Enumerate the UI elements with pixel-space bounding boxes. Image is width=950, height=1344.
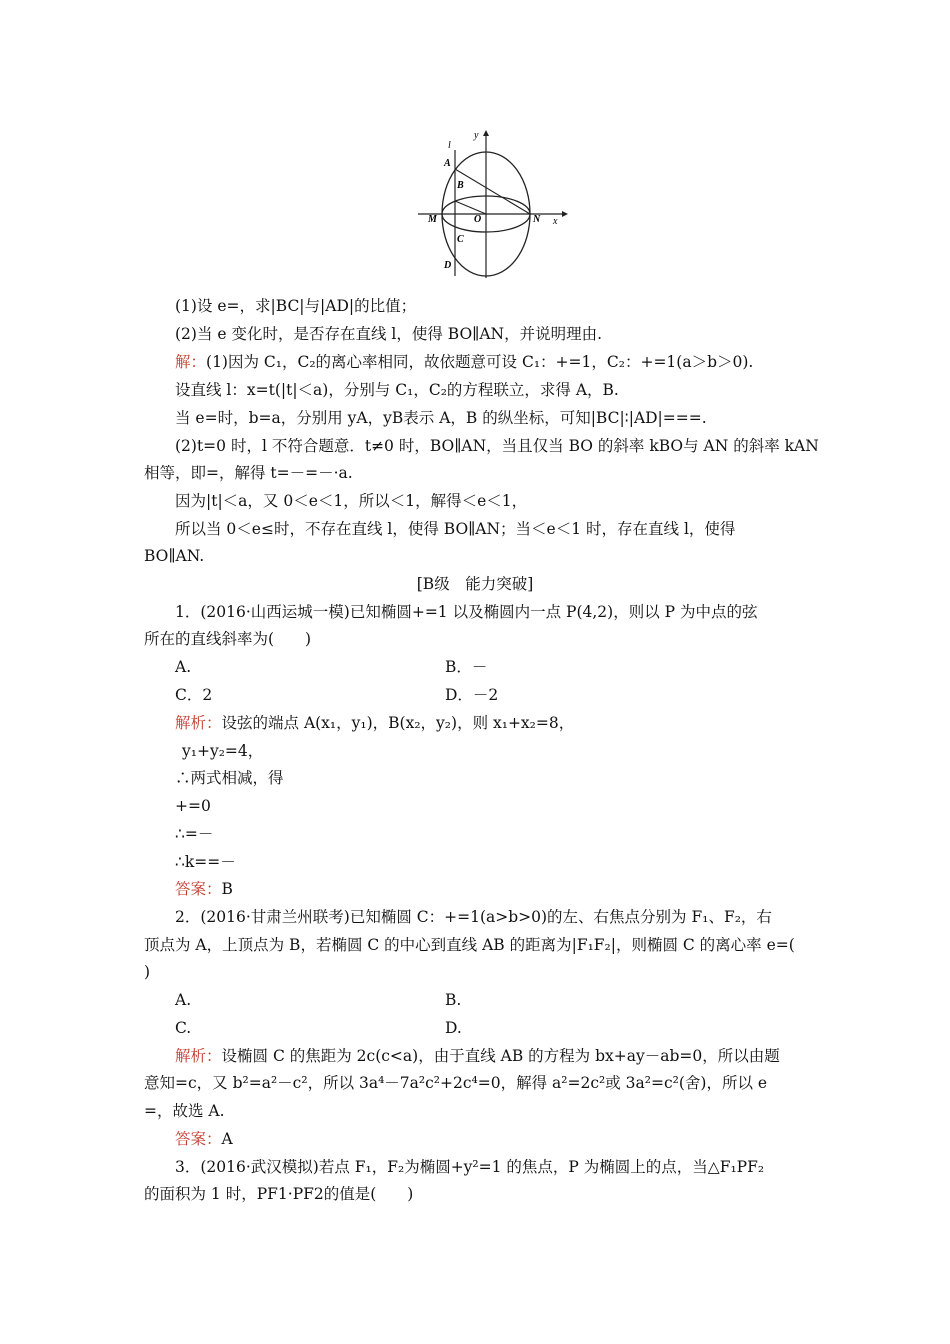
question-3: 3．(2016·武汉模拟)若点 F₁，F₂为椭圆+y²=1 的焦点，P 为椭圆上的点，当△F₁PF₂ <box>175 1158 765 1176</box>
q2-options-row-2 <box>175 1018 845 1038</box>
label-y: y <box>474 130 479 141</box>
answer-line <box>175 1129 845 1149</box>
q1-options-row-1 <box>175 657 845 677</box>
q1-option-c: C．2 <box>175 686 213 704</box>
text-line: ∴两式相减，得 <box>175 769 284 787</box>
text-line: BO∥AN. <box>144 547 205 565</box>
x-axis-arrow <box>562 211 568 217</box>
label-o: O <box>474 214 482 225</box>
q1-option-d: D．－2 <box>445 686 499 704</box>
answer-line <box>175 879 845 899</box>
q2-options-row-1 <box>175 990 845 1010</box>
question-1: 1．(2016·山西运城一模)已知椭圆+=1 以及椭圆内一点 P(4,2)，则以 P 为中点的弦 <box>175 603 758 621</box>
label-d: D <box>444 260 452 271</box>
label-c: C <box>457 234 464 245</box>
answer-value: B <box>221 880 233 898</box>
q1-options-row-2 <box>175 685 845 705</box>
question-2: 2．(2016·甘肃兰州联考)已知椭圆 C：+=1(a>b>0)的左、右焦点分别为 F₁、F₂，右 <box>175 908 772 926</box>
label-x: x <box>553 216 558 227</box>
text-line: (2)t=0 时，l 不符合题意．t≠0 时，BO∥AN，当且仅当 BO 的斜率 kBO与 AN 的斜率 kAN <box>175 437 819 455</box>
text-line <box>175 1046 845 1066</box>
solution-text: 设弦的端点 A(x₁，y₁)，B(x₂，y₂)，则 x₁+x₂=8， <box>221 714 575 732</box>
q2-option-a: A. <box>175 991 192 1009</box>
label-n: N <box>533 214 541 225</box>
segment-bo <box>455 201 486 214</box>
text-line: y₁+y₂=4， <box>182 742 264 760</box>
text-line: 意知=c，又 b²=a²－c²，所以 3a⁴－7a²c²+2c⁴=0，解得 a²=2c²或 3a²=c²(舍)，所以 e <box>144 1074 768 1092</box>
answer-label: 答案： <box>175 880 222 898</box>
question-1-cont: 所在的直线斜率为( ) <box>144 630 312 648</box>
text-line <box>175 352 845 372</box>
q2-option-b: B. <box>445 991 462 1009</box>
text-line: 当 e=时，b=a，分别用 yA，yB表示 A，B 的纵坐标，可知|BC|∶|AD|===. <box>175 409 707 427</box>
section-heading: [B级 能力突破] <box>416 575 534 593</box>
q2-option-c: C. <box>175 1019 192 1037</box>
question-3-cont: 的面积为 1 时，PF1·PF2的值是( ) <box>144 1185 414 1203</box>
text-line: ∴=－ <box>175 825 214 843</box>
q1-option-b: B．－ <box>445 658 488 676</box>
q1-option-a: A. <box>175 658 192 676</box>
question-2-cont: 顶点为 A，上顶点为 B，若椭圆 C 的中心到直线 AB 的距离为|F₁F₂|，则椭圆 C 的离心率 e=( <box>144 936 795 954</box>
label-l: l <box>448 140 451 151</box>
text-line <box>175 713 845 733</box>
y-axis-arrow <box>483 130 489 136</box>
text-line: +=0 <box>175 797 211 815</box>
text-line: 因为|t|＜a，又 0＜e＜1，所以＜1，解得＜e＜1， <box>175 492 528 510</box>
segment-an <box>455 169 530 214</box>
ellipse-diagram <box>412 128 572 280</box>
question-2-cont: ) <box>144 963 151 981</box>
text-line: 设直线 l：x=t(|t|＜a)，分别与 C₁，C₂的方程联立，求得 A，B. <box>175 381 619 399</box>
label-b: B <box>457 180 464 191</box>
text-line: 相等，即=，解得 t=－=－·a. <box>144 464 353 482</box>
solution-text: (1)因为 C₁，C₂的离心率相同，故依题意可设 C₁：+=1，C₂：+=1(a＞b＞0). <box>206 353 754 371</box>
text-line: (1)设 e=，求|BC|与|AD|的比值； <box>175 297 417 315</box>
text-line: =，故选 A. <box>144 1102 225 1120</box>
solution-label: 解析： <box>175 1047 222 1065</box>
ellipse-figure <box>412 128 572 280</box>
answer-value: A <box>221 1130 233 1148</box>
text-line: (2)当 e 变化时，是否存在直线 l，使得 BO∥AN，并说明理由. <box>175 325 603 343</box>
solution-label: 解析： <box>175 714 222 732</box>
answer-label: 答案： <box>175 1130 222 1148</box>
label-a: A <box>444 158 451 169</box>
solution-text: 设椭圆 C 的焦距为 2c(c<a)，由于直线 AB 的方程为 bx+ay－ab=0，所以由题 <box>221 1047 780 1065</box>
text-line: ∴k==－ <box>175 853 236 871</box>
text-line: 所以当 0＜e≤时，不存在直线 l，使得 BO∥AN；当＜e＜1 时，存在直线 l，使得 <box>175 520 736 538</box>
label-m: M <box>428 214 437 225</box>
q2-option-d: D. <box>445 1019 462 1037</box>
solution-label: 解： <box>175 353 207 371</box>
